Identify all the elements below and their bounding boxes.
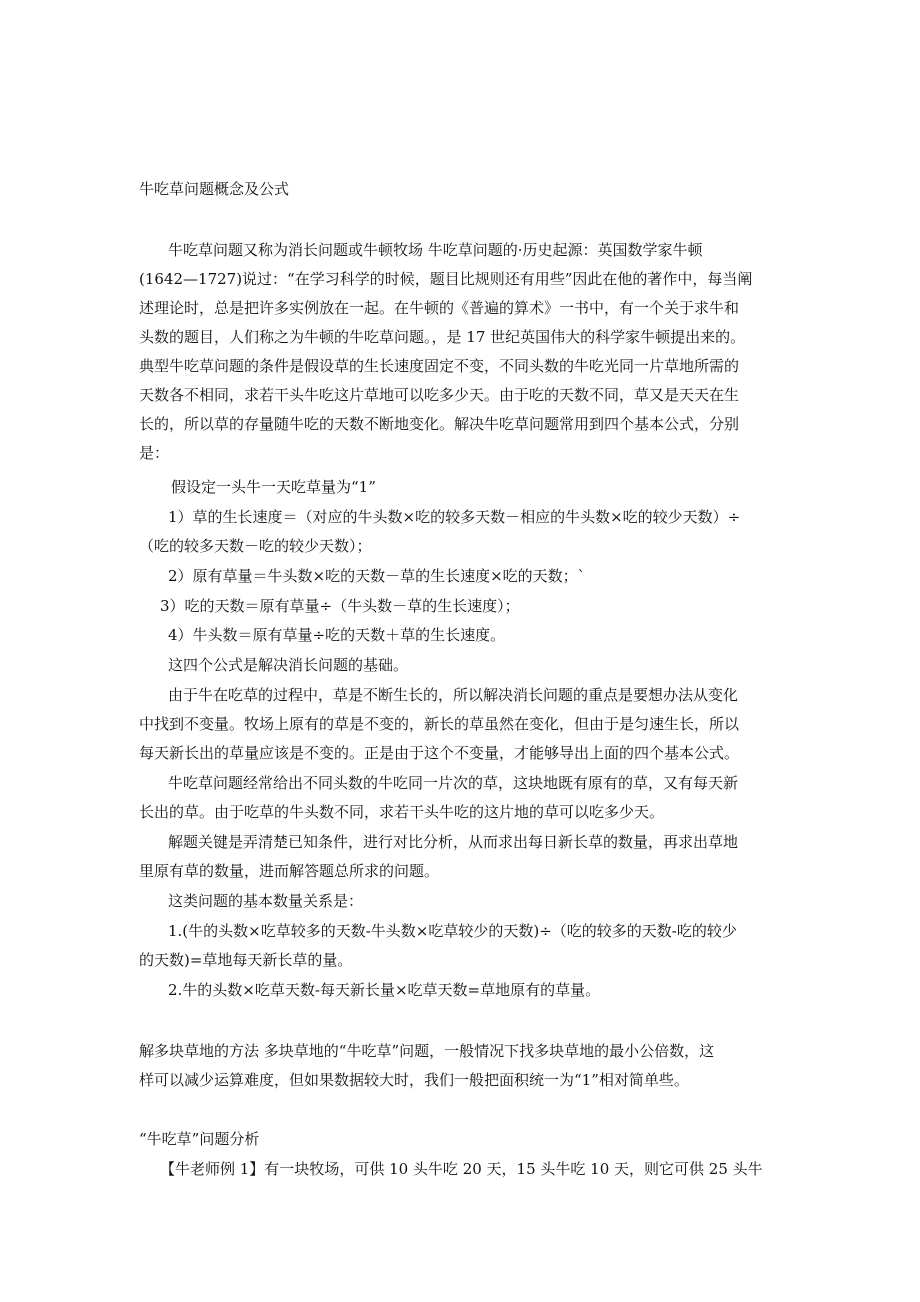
paragraph-line: 里原有草的数量，进而解答题总所求的问题。 <box>139 862 440 880</box>
paragraph-line: 是： <box>139 444 170 462</box>
basis-line: 这四个公式是解决消长问题的基础。 <box>168 656 409 674</box>
paragraph-line: 长的，所以草的存量随牛吃的天数不断地变化。解决牛吃草问题常用到四个基本公式，分别 <box>139 415 740 433</box>
relation-2: 2.牛的头数×吃草天数-每天新长量×吃草天数=草地原有的草量。 <box>168 981 601 999</box>
formula-1-line: （吃的较多天数－吃的较少天数）； <box>139 537 372 555</box>
paragraph-line: 头数的题目，人们称之为牛顿的牛吃草问题。，是 17 世纪英国伟大的科学家牛顿提出来的。 <box>139 328 746 346</box>
example-line: 【牛老师例 1】有一块牧场，可供 10 头牛吃 20 天，15 头牛吃 10 天，则它可供 25 头牛 <box>160 1160 763 1178</box>
relation-heading: 这类问题的基本数量关系是： <box>168 892 364 910</box>
formula-4: 4）牛头数＝原有草量÷吃的天数＋草的生长速度。 <box>168 626 506 644</box>
paragraph-line: 牛吃草问题经常给出不同头数的牛吃同一片次的草，这块地既有原有的草，又有每天新 <box>168 774 739 792</box>
paragraph-line: (1642—1727)说过：“在学习科学的时候，题目比规则还有用些”因此在他的著作中，每当阐 <box>139 270 753 288</box>
assumption-line: 假设定一头牛一天吃草量为“1” <box>171 478 376 496</box>
paragraph-line: 中找到不变量。牧场上原有的草是不变的，新长的草虽然在变化，但由于是匀速生长，所以 <box>139 715 740 733</box>
multi-pasture-line: 解多块草地的方法 多块草地的“牛吃草”问题，一般情况下找多块草地的最小公倍数，这 <box>139 1042 715 1060</box>
formula-3: 3）吃的天数＝原有草量÷（牛头数－草的生长速度）； <box>160 597 520 615</box>
relation-1-line: 的天数)=草地每天新长草的量。 <box>139 951 353 969</box>
paragraph-line: 每天新长出的草量应该是不变的。正是由于这个不变量，才能够导出上面的四个基本公式。 <box>139 744 740 762</box>
paragraph-line: 解题关键是弄清楚已知条件，进行对比分析，从而求出每日新长草的数量，再求出草地 <box>168 833 739 851</box>
paragraph-line: 长出的草。由于吃草的牛头数不同，求若干头牛吃的这片地的草可以吃多少天。 <box>139 803 665 821</box>
paragraph-line: 由于牛在吃草的过程中，草是不断生长的，所以解决消长问题的重点是要想办法从变化 <box>168 686 739 704</box>
document-title: 牛吃草问题概念及公式 <box>139 180 290 198</box>
paragraph-line: 牛吃草问题又称为消长问题或牛顿牧场 牛吃草问题的·历史起源：英国数学家牛顿 <box>168 241 703 259</box>
paragraph-line: 述理论时，总是把许多实例放在一起。在牛顿的《普遍的算术》一书中，有一个关于求牛和 <box>139 299 740 317</box>
paragraph-line: 典型牛吃草问题的条件是假设草的生长速度固定不变，不同头数的牛吃光同一片草地所需的 <box>139 357 740 375</box>
multi-pasture-line: 样可以减少运算难度，但如果数据较大时，我们一般把面积统一为“1”相对简单些。 <box>139 1071 689 1089</box>
analysis-heading: “牛吃草”问题分析 <box>139 1130 260 1148</box>
relation-1-line: 1.(牛的头数×吃草较多的天数-牛头数×吃草较少的天数)÷（吃的较多的天数-吃的较少 <box>168 922 737 940</box>
formula-2: 2）原有草量＝牛头数×吃的天数－草的生长速度×吃的天数；` <box>168 567 586 585</box>
paragraph-line: 天数各不相同，求若干头牛吃这片草地可以吃多少天。由于吃的天数不同，草又是天天在生 <box>139 386 740 404</box>
formula-1-line: 1）草的生长速度＝（对应的牛头数×吃的较多天数－相应的牛头数×吃的较少天数）÷ <box>168 508 741 526</box>
